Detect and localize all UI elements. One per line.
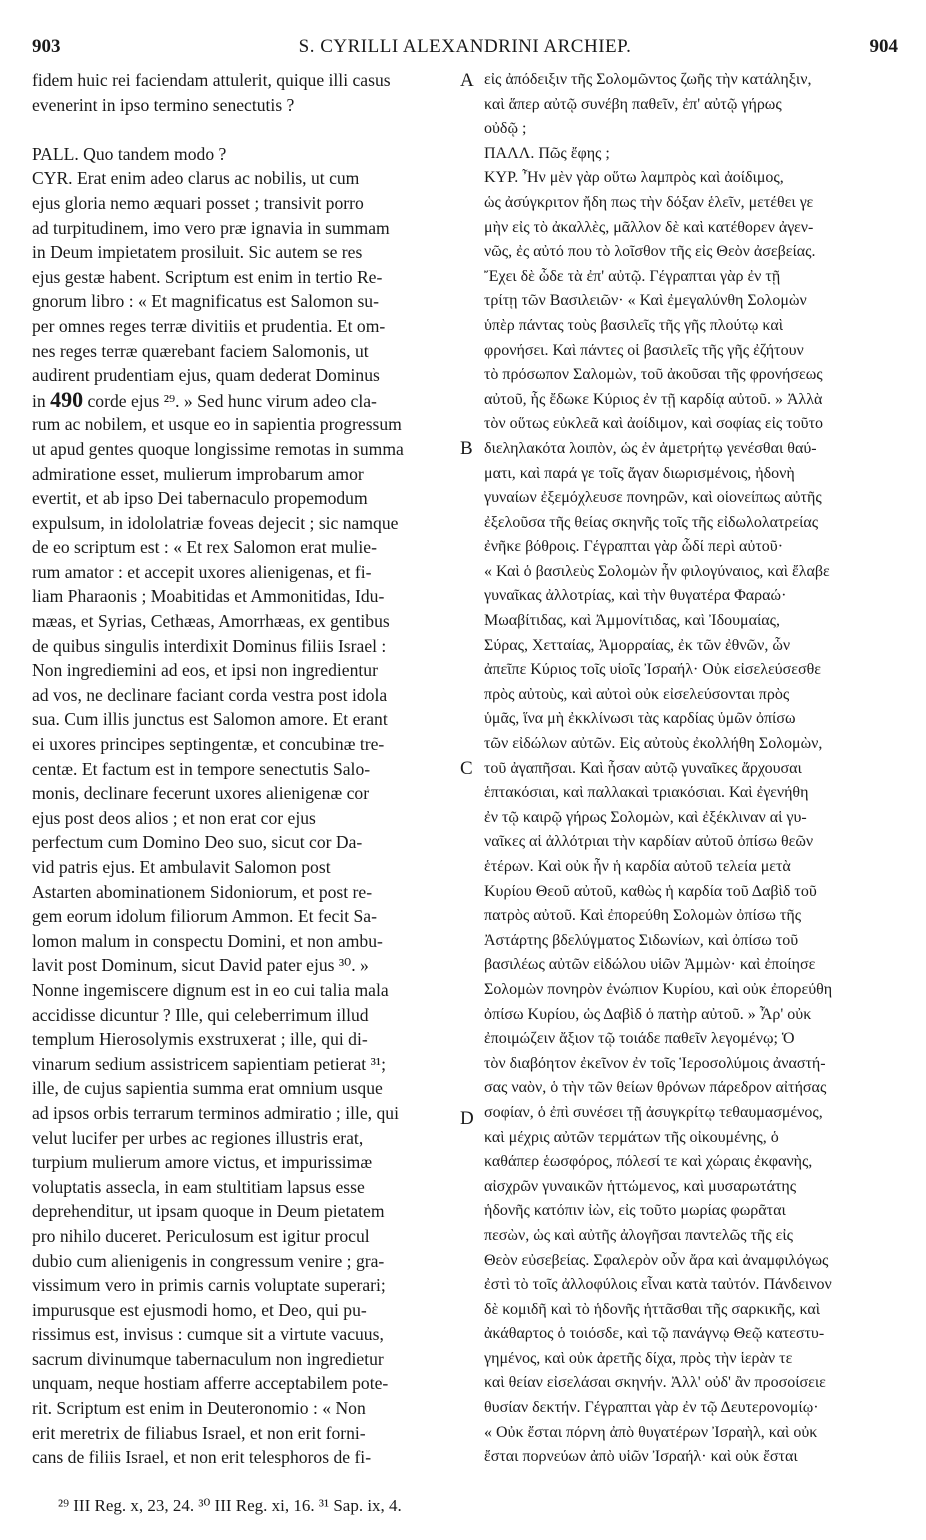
latin-text-line: in Deum impietatem prosiluit. Sic autem se res [32, 242, 363, 263]
latin-text-line: impurusque est ejusmodi homo, et Deo, qui pu- [32, 1299, 367, 1320]
greek-text-line: Θεὸν εὐσεβείας. Σφαλερὸν οὖν ἄρα καὶ ἀναμφιλόγως [484, 1251, 829, 1269]
latin-text-line: Nonne ingemiscere dignum est in eo cui talia mala [32, 979, 389, 1000]
greek-text-line: ἡδονῆς κατόπιν ἰὼν, εἰς τοῦτο μωρίας φωρᾶται [484, 1202, 786, 1220]
greek-text-line: ἑπτακόσιαι, καὶ παλλακαὶ τριακόσιαι. Καὶ ἐγενήθη [484, 784, 809, 802]
greek-text-line: πεσὼν, ὡς καὶ αὐτῆς ἀλογῆσαι παντελῶς τῆς εἰς [484, 1226, 793, 1244]
greek-text-line: καθάπερ ἑωσφόρος, πόλεσί τε καὶ χώραις ἐκφανὴς, [484, 1153, 813, 1171]
latin-text-line: audirent prudentiam ejus, quam dederat Dominus [32, 365, 380, 386]
latin-text-line: vinarum sedium assistricem sapientiam petierat ³¹; [32, 1053, 387, 1074]
greek-text-line: καὶ θείαν εἰσελάσαι σκηνήν. Ἀλλ' οὐδ' ἂν προσοίσειε [484, 1374, 826, 1392]
greek-text-line: ἐν τῷ καιρῷ γήρως Σολομὼν, καὶ ἐξέκλιναν αἱ γυ- [484, 808, 807, 826]
greek-text-line: ἐστὶ τὸ τοῖς ἀλλοφύλοις εἶναι κατὰ ταὐτόν. Πάνδεινον [484, 1276, 832, 1294]
latin-text-line: admiratione esset, mulierum improbarum amor [32, 463, 364, 484]
footnotes: ²⁹ III Reg. x, 23, 24. ³⁰ III Reg. xi, 16. ³¹ Sap. ix, 4. [58, 1496, 402, 1515]
greek-text-line: οὐδῷ ; [484, 120, 527, 138]
latin-column [32, 68, 456, 1470]
greek-text-line: νῶς, ἐς αὐτό που τὸ λοῖσθον τῆς εἰς Θεὸν ἀσεβείας. [484, 243, 816, 261]
latin-text-line: liam Pharaonis ; Moabitidas et Ammonitidas, Idu- [32, 586, 385, 607]
section-marker-b: B [460, 438, 473, 459]
greek-text-line: γημένος, καὶ οὐκ ἀρετῆς δίχα, πρὸς τὴν ἱερὰν τε [484, 1349, 793, 1367]
latin-text-line: in 490 corde ejus ²⁹. » Sed hunc virum adeo cla- [32, 387, 377, 412]
greek-text-line: ΚΥΡ. Ἦν μὲν γὰρ οὕτω λαμπρὸς καὶ ἀοίδιμος, [484, 169, 784, 187]
greek-text-line: Σολομὼν πονηρὸν ἐνώπιον Κυρίου, καὶ οὐκ ἐπορεύθη [484, 980, 833, 998]
greek-text-line: Σύρας, Χετταίας, Ἀμορραίας, ἐκ τῶν ἐθνῶν, ὧν [484, 636, 791, 654]
greek-text-line: αἰσχρῶν γυναικῶν ἡττώμενος, καὶ μυσαρωτάτης [484, 1177, 797, 1195]
greek-text-line: πατρὸς αὐτοῦ. Καὶ ἐπορεύθη Σολομὼν ὀπίσω τῆς [484, 907, 802, 925]
greek-text-line: βασιλέως αὐτῶν εἰδώλου υἱῶν Ἀμμὼν· καὶ ἐποίησε [484, 956, 816, 974]
latin-text-line: evertit, et ab ipso Dei tabernaculo propemodum [32, 488, 368, 509]
greek-column [484, 68, 894, 1470]
latin-text-line [32, 117, 456, 142]
latin-text-line: centæ. Et factum est in tempore senectutis Salo- [32, 758, 371, 779]
latin-text-line: rum amator : et accepit uxores alienigenas, et fi- [32, 561, 372, 582]
latin-text-line: ille, de cujus sapientia summa erat omnium usque [32, 1078, 383, 1099]
greek-text-line: Κυρίου Θεοῦ αὐτοῦ, καθὼς ἡ καρδία τοῦ Δαβὶδ τοῦ [484, 882, 817, 900]
latin-text-line: rissimus est, invisus : cumque sit a virtute vacuus, [32, 1324, 384, 1345]
greek-text-line: σας ναὸν, ὁ τὴν τῶν θείων θρόνων πάρεδρον αἰτήσας [484, 1079, 827, 1097]
greek-text-line: μὴν εἰς τὸ ἀκαλλὲς, μᾶλλον δὲ καὶ κατέθορεν ἀγεν- [484, 218, 814, 236]
latin-text-line: ejus post deos alios ; et non erat cor ejus [32, 807, 316, 828]
greek-text-line: φρονήσει. Καὶ πάντες οἱ βασιλεῖς τῆς γῆς ἐζήτουν [484, 341, 804, 359]
latin-text-line: unquam, neque hostiam afferre acceptabilem pote- [32, 1373, 389, 1394]
greek-text-line: « Οὐκ ἔσται πόρνη ἀπὸ θυγατέρων Ἰσραὴλ, καὶ οὐκ [484, 1423, 818, 1441]
section-marker-d: D [460, 1108, 474, 1129]
greek-text-line: ἐξελοῦσα τῆς θείας σκηνῆς τοῖς τῆς εἰδωλολατρείας [484, 513, 819, 531]
latin-text-line: expulsum, in idololatriæ foveas dejecit ; sic namque [32, 512, 399, 533]
greek-text-line: ἀκάθαρτος ὁ τοιόσδε, καὶ τῷ πανάγνῳ Θεῷ κατεστυ- [484, 1325, 825, 1343]
latin-text-line: deprehenditur, ut ipsam quoque in Deum pietatem [32, 1201, 385, 1222]
greek-text-line: γυναίων ἐξεμόχλευσε πονηρῶν, καὶ οἱονείπως αὐτῆς [484, 489, 822, 507]
latin-text-line: mæas, et Syrias, Cethæas, Amorrhæas, ex gentibus [32, 611, 390, 632]
greek-text-line: πρὸς αὐτοὺς, καὶ αὐτοὶ οὐκ εἰσελεύσονται πρὸς [484, 685, 790, 703]
latin-text-line: sacrum divinumque tabernaculum non ingredietur [32, 1348, 384, 1369]
latin-text-line: ad vos, ne declinare faciant corda vestra post idola [32, 684, 388, 705]
latin-text-line: Astarten abominationem Sidoniorum, et post re- [32, 881, 373, 902]
latin-text-line: gnorum libro : « Et magnificatus est Salomon su- [32, 291, 379, 312]
latin-text-line: templum Hierosolymis exstruxerat ; ille, qui di- [32, 1029, 368, 1050]
latin-text-line: monis, declinare fecerunt uxores alienigenæ cor [32, 783, 370, 804]
latin-text-line: CYR. Erat enim adeo clarus ac nobilis, ut cum [32, 168, 360, 189]
page-number-right: 904 [869, 36, 898, 57]
latin-text-line: turpium mulierum amore victus, et impurissimæ [32, 1152, 373, 1173]
section-marker-a: A [460, 70, 474, 91]
latin-text-line: fidem huic rei faciendam attulerit, quique illi casus [32, 70, 391, 90]
greek-text-line: τοῦ ἀγαπῆσαι. Καὶ ἦσαν αὐτῷ γυναῖκες ἄρχουσαι [484, 759, 802, 777]
latin-text-line: vissimum vero in primis carnis voluptate superari; [32, 1275, 386, 1296]
latin-text-line: Non ingrediemini ad eos, et ipsi non ingredientur [32, 660, 378, 681]
latin-text-line: ejus gloria nemo æquari posset ; transivit porro [32, 192, 364, 213]
greek-text-line: ὑπὲρ πάντας τοὺς βασιλεῖς τῆς γῆς πλούτῳ καὶ [484, 316, 784, 334]
greek-text-line: αὐτοῦ, ἧς ἔδωκε Κύριος ἐν τῇ καρδίᾳ αὐτοῦ. » Ἀλλὰ [484, 390, 823, 408]
latin-text-line: erit meretrix de filiabus Israel, et non erit forni- [32, 1422, 366, 1443]
greek-text-line: εἰς ἀπόδειξιν τῆς Σολομῶντος ζωῆς τὴν κατάληξιν, [484, 71, 812, 88]
latin-text-line: cans de filiis Israel, et non erit telesphoros de fi- [32, 1447, 372, 1468]
greek-text-line: ναῖκες αἱ ἀλλότριαι τὴν καρδίαν αὐτοῦ ὀπίσω θεῶν [484, 833, 814, 851]
greek-text-line: τῶν εἰδώλων αὐτῶν. Εἰς αὐτοὺς ἐκολλήθη Σολομὼν, [484, 735, 823, 753]
latin-text-line: vid patris ejus. Et ambulavit Salomon post [32, 857, 331, 877]
page-number-left: 903 [32, 36, 61, 57]
greek-text-line: ἐνῆκε βόθροις. Γέγραπται γὰρ ὧδί περὶ αὐτοῦ· [484, 538, 784, 556]
latin-text-line: ad turpitudinem, imo vero præ ignavia in summam [32, 217, 390, 238]
latin-text-line: PALL. Quo tandem modo ? [32, 143, 227, 164]
greek-text-line: ἑτέρων. Καὶ οὐκ ἦν ἡ καρδία αὐτοῦ τελεία μετὰ [484, 858, 791, 875]
greek-text-line: γυναῖκας ἀλλοτρίας, καὶ τὴν θυγατέρα Φαραώ· [484, 587, 787, 605]
greek-text-line: « Καὶ ὁ βασιλεὺς Σολομὼν ἦν φιλογύναιος, καὶ ἔλαβε [484, 562, 830, 580]
latin-text-line: lavit post Dominum, sicut David pater ejus ³⁰. » [32, 955, 369, 976]
greek-text-line: ἀπεῖπε Κύριος τοῖς υἱοῖς Ἰσραήλ· Οὐκ εἰσελεύσεσθε [484, 661, 821, 679]
greek-text-line: τὸν διαβόητον ἐκεῖνον ἐν τοῖς Ἱεροσολύμοις ἀναστή- [484, 1054, 826, 1072]
latin-text-line: pro nihilo duceret. Periculosum est igitur procul [32, 1225, 370, 1246]
latin-text-line: perfectum cum Domino Deo suo, sicut cor Da- [32, 832, 363, 853]
latin-text-line: ad ipsos orbis terrarum terminos admiratio ; ille, qui [32, 1102, 399, 1123]
latin-text-line: evenerint in ipso termino senectutis ? [32, 94, 295, 115]
latin-text-line: ut apud gentes quoque longissime remotas in summa [32, 438, 404, 459]
greek-text-line: Ἀστάρτης βδελύγματος Σιδωνίων, καὶ ὀπίσω τοῦ [484, 931, 799, 949]
greek-text-line: ΠΑΛΛ. Πῶς ἔφης ; [484, 144, 610, 162]
greek-text-line: Μωαβίτιδας, καὶ Ἀμμονίτιδας, καὶ Ἰδουμαίας, [484, 612, 781, 630]
latin-text-line: lomon malum in conspectu Domini, et non ambu- [32, 930, 383, 951]
greek-text-line: διεληλακότα λοιπὸν, ὡς ἐν ἀμετρήτῳ γενέσθαι θαύ- [484, 439, 817, 457]
greek-text-line: ματι, καὶ παρά γε τοῖς ἄγαν διωρισμένοις, ἠδονὴ [484, 464, 795, 482]
greek-text-line: καὶ μέχρις αὐτῶν τερμάτων τῆς οἰκουμένης, ὁ [484, 1128, 779, 1146]
greek-text-line: τὸν οὕτως εὐκλεᾶ καὶ ἀοίδιμον, καὶ σοφίας εἰς τοῦτο [484, 415, 824, 433]
greek-text-line: τρίτῃ τῶν Βασιλειῶν· « Καὶ ἐμεγαλύνθη Σολομὼν [484, 292, 807, 310]
latin-text-line: ejus gestæ habent. Scriptum est enim in tertio Re- [32, 266, 383, 287]
latin-text-line: sua. Cum illis junctus est Salomon amore. Et erant [32, 709, 388, 730]
greek-text-line: τὸ πρόσωπον Σαλομὼν, τοῦ ἀκοῦσαι τῆς φρονήσεως [484, 366, 823, 384]
greek-text-line: ἔσται πορνεύων ἀπὸ υἱῶν Ἰσραήλ· καὶ οὐκ ἔσται [484, 1448, 798, 1466]
greek-text-line: ὡς ἀσύγκριτον ἤδη πως τὴν δόξαν ἑλεῖν, μετέθει γε [484, 193, 814, 211]
latin-text-line: dubio cum alienigenis in congressum venire ; gra- [32, 1250, 385, 1271]
column-number: 490 [50, 387, 84, 412]
latin-text-line: rit. Scriptum est enim in Deuteronomio : « Non [32, 1398, 366, 1419]
latin-text-line: gem eorum idolum filiorum Ammon. Et fecit Sa- [32, 906, 377, 927]
latin-text-line: per omnes reges terræ divitiis et prudentia. Et om- [32, 315, 386, 336]
latin-text-line: voluptatis assecla, in eam stultitiam lapsus esse [32, 1176, 365, 1197]
latin-text-line: de eo scriptum est : « Et rex Salomon erat mulie- [32, 537, 377, 558]
latin-text-line: velut lucifer per urbes ac regiones illustris erat, [32, 1127, 364, 1148]
greek-text-line: Ἔχει δὲ ὧδε τὰ ἐπ' αὐτῷ. Γέγραπται γὰρ ἐν τῇ [484, 267, 781, 285]
latin-text-line: de quibus singulis interdixit Dominus filiis Israel : [32, 635, 387, 656]
greek-text-line: θυσίαν δεκτήν. Γέγραπται γὰρ ἐν τῷ Δευτερονομίῳ· [484, 1399, 819, 1417]
greek-text-line: δὲ κομιδῆ καὶ τὸ ἡδονῆς ἡττᾶσθαι τῆς σαρκικῆς, καὶ [484, 1300, 821, 1318]
greek-text-line: ἐποιμώζειν ἄξιον τῷ τοιάδε παθεῖν λεγομένῳ; Ὁ [484, 1030, 795, 1048]
section-marker-c: C [460, 758, 473, 779]
greek-text-line: καὶ ἅπερ αὐτῷ συνέβη παθεῖν, ἐπ' αὐτῷ γήρως [484, 95, 782, 113]
latin-text-line: nes reges terræ quærebant faciem Salomonis, ut [32, 340, 369, 361]
greek-text-line: ὀπίσω Κυρίου, ὡς Δαβὶδ ὁ πατὴρ αὐτοῦ. » Ἆρ' οὐκ [484, 1005, 812, 1023]
latin-text-line: rum ac nobilem, et usque eo in sapientia progressum [32, 414, 402, 435]
page-header [32, 36, 898, 66]
latin-text-line: accidisse dicuntur ? Ille, qui celeberrimum illud [32, 1004, 369, 1025]
running-title: S. CYRILLI ALEXANDRINI ARCHIEP. [298, 36, 632, 57]
greek-text-line: σοφίαν, ὁ ἐπὶ συνέσει τῇ ἀσυγκρίτῳ τεθαυμασμένος, [484, 1103, 823, 1121]
greek-text-line: ὑμᾶς, ἵνα μὴ ἐκκλίνωσι τὰς καρδίας ὑμῶν ὀπίσω [484, 710, 796, 728]
latin-text-line: ei uxores principes septingentæ, et concubinæ tre- [32, 734, 385, 755]
